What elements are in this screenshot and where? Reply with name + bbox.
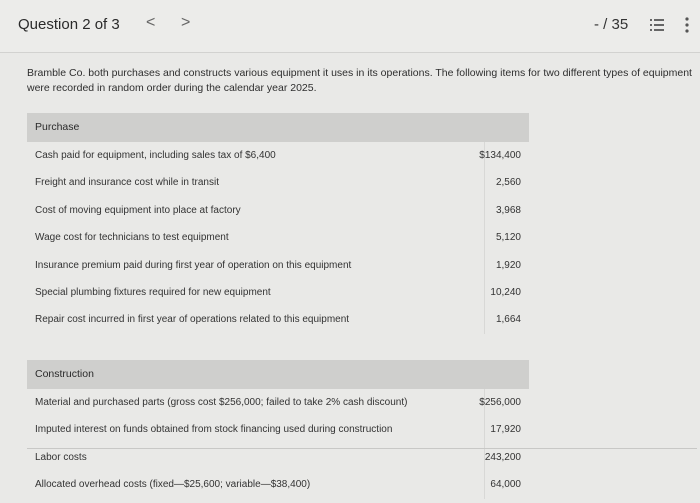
table-row bbox=[27, 416, 529, 443]
table-row bbox=[27, 197, 529, 224]
row-amount: 5,120 bbox=[495, 232, 521, 244]
row-amount: 1,920 bbox=[495, 259, 521, 271]
row-label: Freight and insurance cost while in transit bbox=[35, 177, 219, 189]
row-amount: 10,240 bbox=[490, 286, 521, 298]
row-label: Wage cost for technicians to test equipment bbox=[35, 232, 229, 244]
purchase-table bbox=[27, 113, 529, 334]
table-row bbox=[27, 389, 529, 416]
bottom-divider bbox=[27, 448, 697, 449]
next-question-button[interactable]: > bbox=[181, 14, 191, 31]
row-label: Cash paid for equipment, including sales tax of $6,400 bbox=[35, 150, 276, 161]
row-amount: 2,560 bbox=[495, 177, 521, 189]
row-amount: $256,000 bbox=[479, 397, 521, 408]
table-row bbox=[27, 142, 529, 169]
row-amount: 17,920 bbox=[490, 424, 521, 436]
row-label: Cost of moving equipment into place at factory bbox=[35, 204, 241, 216]
previous-question-button[interactable]: < bbox=[146, 14, 156, 31]
row-amount: $134,400 bbox=[479, 150, 521, 161]
row-amount: 64,000 bbox=[490, 479, 521, 491]
construction-table bbox=[27, 360, 529, 499]
purchase-table-header: Purchase bbox=[27, 113, 529, 142]
row-label: Special plumbing fixtures required for new equipment bbox=[35, 286, 271, 298]
table-row bbox=[27, 471, 529, 498]
question-list-icon[interactable] bbox=[650, 18, 664, 32]
row-amount: 1,664 bbox=[495, 314, 521, 326]
row-label: Labor costs bbox=[35, 451, 87, 463]
question-label: Question 2 of 3 bbox=[18, 16, 120, 33]
row-label: Imputed interest on funds obtained from stock financing used during construction bbox=[35, 424, 393, 436]
table-row bbox=[27, 306, 529, 333]
table-row bbox=[27, 224, 529, 251]
row-amount: 243,200 bbox=[484, 451, 521, 463]
construction-table-header: Construction bbox=[27, 360, 529, 389]
score-display: - / 35 bbox=[594, 16, 629, 33]
more-options-icon[interactable] bbox=[684, 17, 690, 33]
row-label: Repair cost incurred in first year of operations related to this equipment bbox=[35, 314, 350, 326]
row-label: Material and purchased parts (gross cost $256,000; failed to take 2% cash discount) bbox=[35, 397, 408, 408]
row-label: Insurance premium paid during first year of operation on this equipment bbox=[35, 259, 352, 271]
table-row bbox=[27, 169, 529, 196]
row-amount: 3,968 bbox=[495, 204, 521, 216]
top-bar bbox=[0, 0, 700, 53]
table-row bbox=[27, 252, 529, 279]
table-row bbox=[27, 279, 529, 306]
row-label: Allocated overhead costs (fixed—$25,600; variable—$38,400) bbox=[35, 479, 311, 491]
question-intro-text: Bramble Co. both purchases and constructs various equipment it uses in its operations. The following items for two different types of equipment were recorded in random order during the calendar year 2025. bbox=[27, 67, 692, 94]
question-content bbox=[0, 53, 700, 503]
